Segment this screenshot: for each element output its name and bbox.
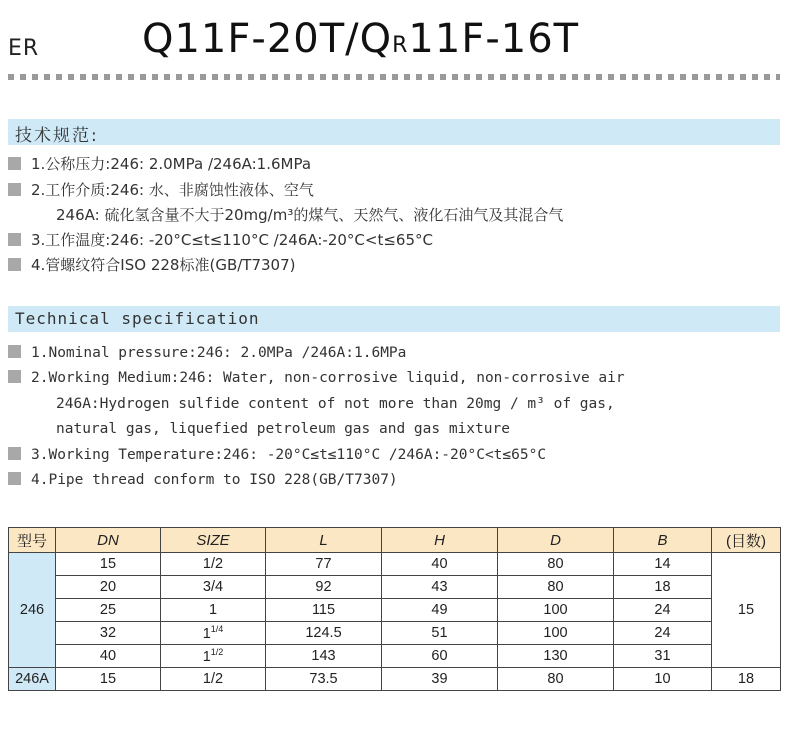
en-spec-item: 4.Pipe thread conform to ISO 228(GB/T7307) (8, 472, 398, 488)
square-bullet-icon (8, 233, 21, 246)
l-cell: 77 (266, 553, 382, 576)
d-cell: 130 (498, 645, 614, 668)
en-spec-continuation: natural gas, liquefied petroleum gas and gas mixture (56, 421, 510, 437)
d-cell: 80 (498, 576, 614, 599)
cn-spec-continuation: 246A: 硫化氢含量不大于20mg/m³的煤气、天然气、液化石油气及其混合气 (56, 206, 564, 224)
d-cell: 80 (498, 553, 614, 576)
dn-cell: 15 (56, 553, 161, 576)
cn-spec-item: 2.工作介质:246: 水、非腐蚀性液体、空气 (8, 179, 314, 200)
dn-cell: 20 (56, 576, 161, 599)
l-cell: 143 (266, 645, 382, 668)
dn-cell: 40 (56, 645, 161, 668)
col-header-model: 型号 (9, 528, 56, 553)
b-cell: 18 (614, 576, 712, 599)
square-bullet-icon (8, 157, 21, 170)
table-row (9, 599, 781, 622)
dn-cell: 25 (56, 599, 161, 622)
l-cell: 115 (266, 599, 382, 622)
en-section-title: Technical specification (15, 309, 260, 328)
h-cell: 40 (382, 553, 498, 576)
size-cell: 3/4 (161, 576, 266, 599)
cn-spec-item: 4.管螺纹符合ISO 228标准(GB/T7307) (8, 254, 295, 275)
dn-cell: 32 (56, 622, 161, 645)
b-cell: 24 (614, 622, 712, 645)
h-cell: 60 (382, 645, 498, 668)
size-cell: 1/2 (161, 553, 266, 576)
l-cell: 124.5 (266, 622, 382, 645)
h-cell: 51 (382, 622, 498, 645)
col-header-count: (目数) (712, 528, 781, 553)
header-left-fragment: ER (8, 36, 40, 61)
b-cell: 10 (614, 668, 712, 691)
table-row (9, 576, 781, 599)
h-cell: 39 (382, 668, 498, 691)
b-cell: 31 (614, 645, 712, 668)
l-cell: 92 (266, 576, 382, 599)
col-header-b: B (614, 528, 712, 553)
d-cell: 100 (498, 622, 614, 645)
cn-section-bar (8, 119, 780, 145)
cn-section-title: 技术规范: (15, 126, 99, 146)
model-cell: 246A (9, 668, 56, 691)
model-title-part2: 11F-16T (408, 16, 580, 62)
dotted-divider (8, 74, 780, 80)
table-row (9, 622, 781, 645)
size-cell: $1^{1/4}$ (161, 622, 266, 645)
count-cell: 15 (712, 553, 781, 668)
square-bullet-icon (8, 183, 21, 196)
h-cell: 49 (382, 599, 498, 622)
model-title (142, 16, 579, 62)
col-header-l: L (266, 528, 382, 553)
size-cell: 1/2 (161, 668, 266, 691)
cn-spec-item: 1.公称压力:246: 2.0MPa /246A:1.6MPa (8, 153, 311, 174)
table-row (9, 668, 781, 691)
table-row (9, 553, 781, 576)
table-header-row (9, 528, 781, 553)
size-cell: 1 (161, 599, 266, 622)
dimension-table (8, 527, 781, 691)
table-row (9, 645, 781, 668)
model-title-subscript: R (392, 33, 409, 58)
square-bullet-icon (8, 370, 21, 383)
d-cell: 80 (498, 668, 614, 691)
l-cell: 73.5 (266, 668, 382, 691)
en-spec-item: 2.Working Medium:246: Water, non-corrosive liquid, non-corrosive air (8, 370, 625, 386)
dn-cell: 15 (56, 668, 161, 691)
d-cell: 100 (498, 599, 614, 622)
b-cell: 14 (614, 553, 712, 576)
col-header-h: H (382, 528, 498, 553)
en-spec-continuation: 246A:Hydrogen sulfide content of not more than 20mg / m³ of gas, (56, 396, 615, 412)
square-bullet-icon (8, 447, 21, 460)
count-cell: 18 (712, 668, 781, 691)
square-bullet-icon (8, 345, 21, 358)
model-title-part1: Q11F-20T/Q (142, 16, 393, 62)
col-header-d: D (498, 528, 614, 553)
en-spec-item: 1.Nominal pressure:246: 2.0MPa /246A:1.6MPa (8, 345, 406, 361)
size-cell: $1^{1/2}$ (161, 645, 266, 668)
cn-spec-item: 3.工作温度:246: -20°C≤t≤110°C /246A:-20°C<t≤65°C (8, 229, 433, 250)
model-cell: 246 (9, 553, 56, 668)
en-spec-item: 3.Working Temperature:246: -20°C≤t≤110°C /246A:-20°C<t≤65°C (8, 447, 546, 463)
col-header-dn: DN (56, 528, 161, 553)
b-cell: 24 (614, 599, 712, 622)
h-cell: 43 (382, 576, 498, 599)
square-bullet-icon (8, 258, 21, 271)
square-bullet-icon (8, 472, 21, 485)
col-header-size: SIZE (161, 528, 266, 553)
